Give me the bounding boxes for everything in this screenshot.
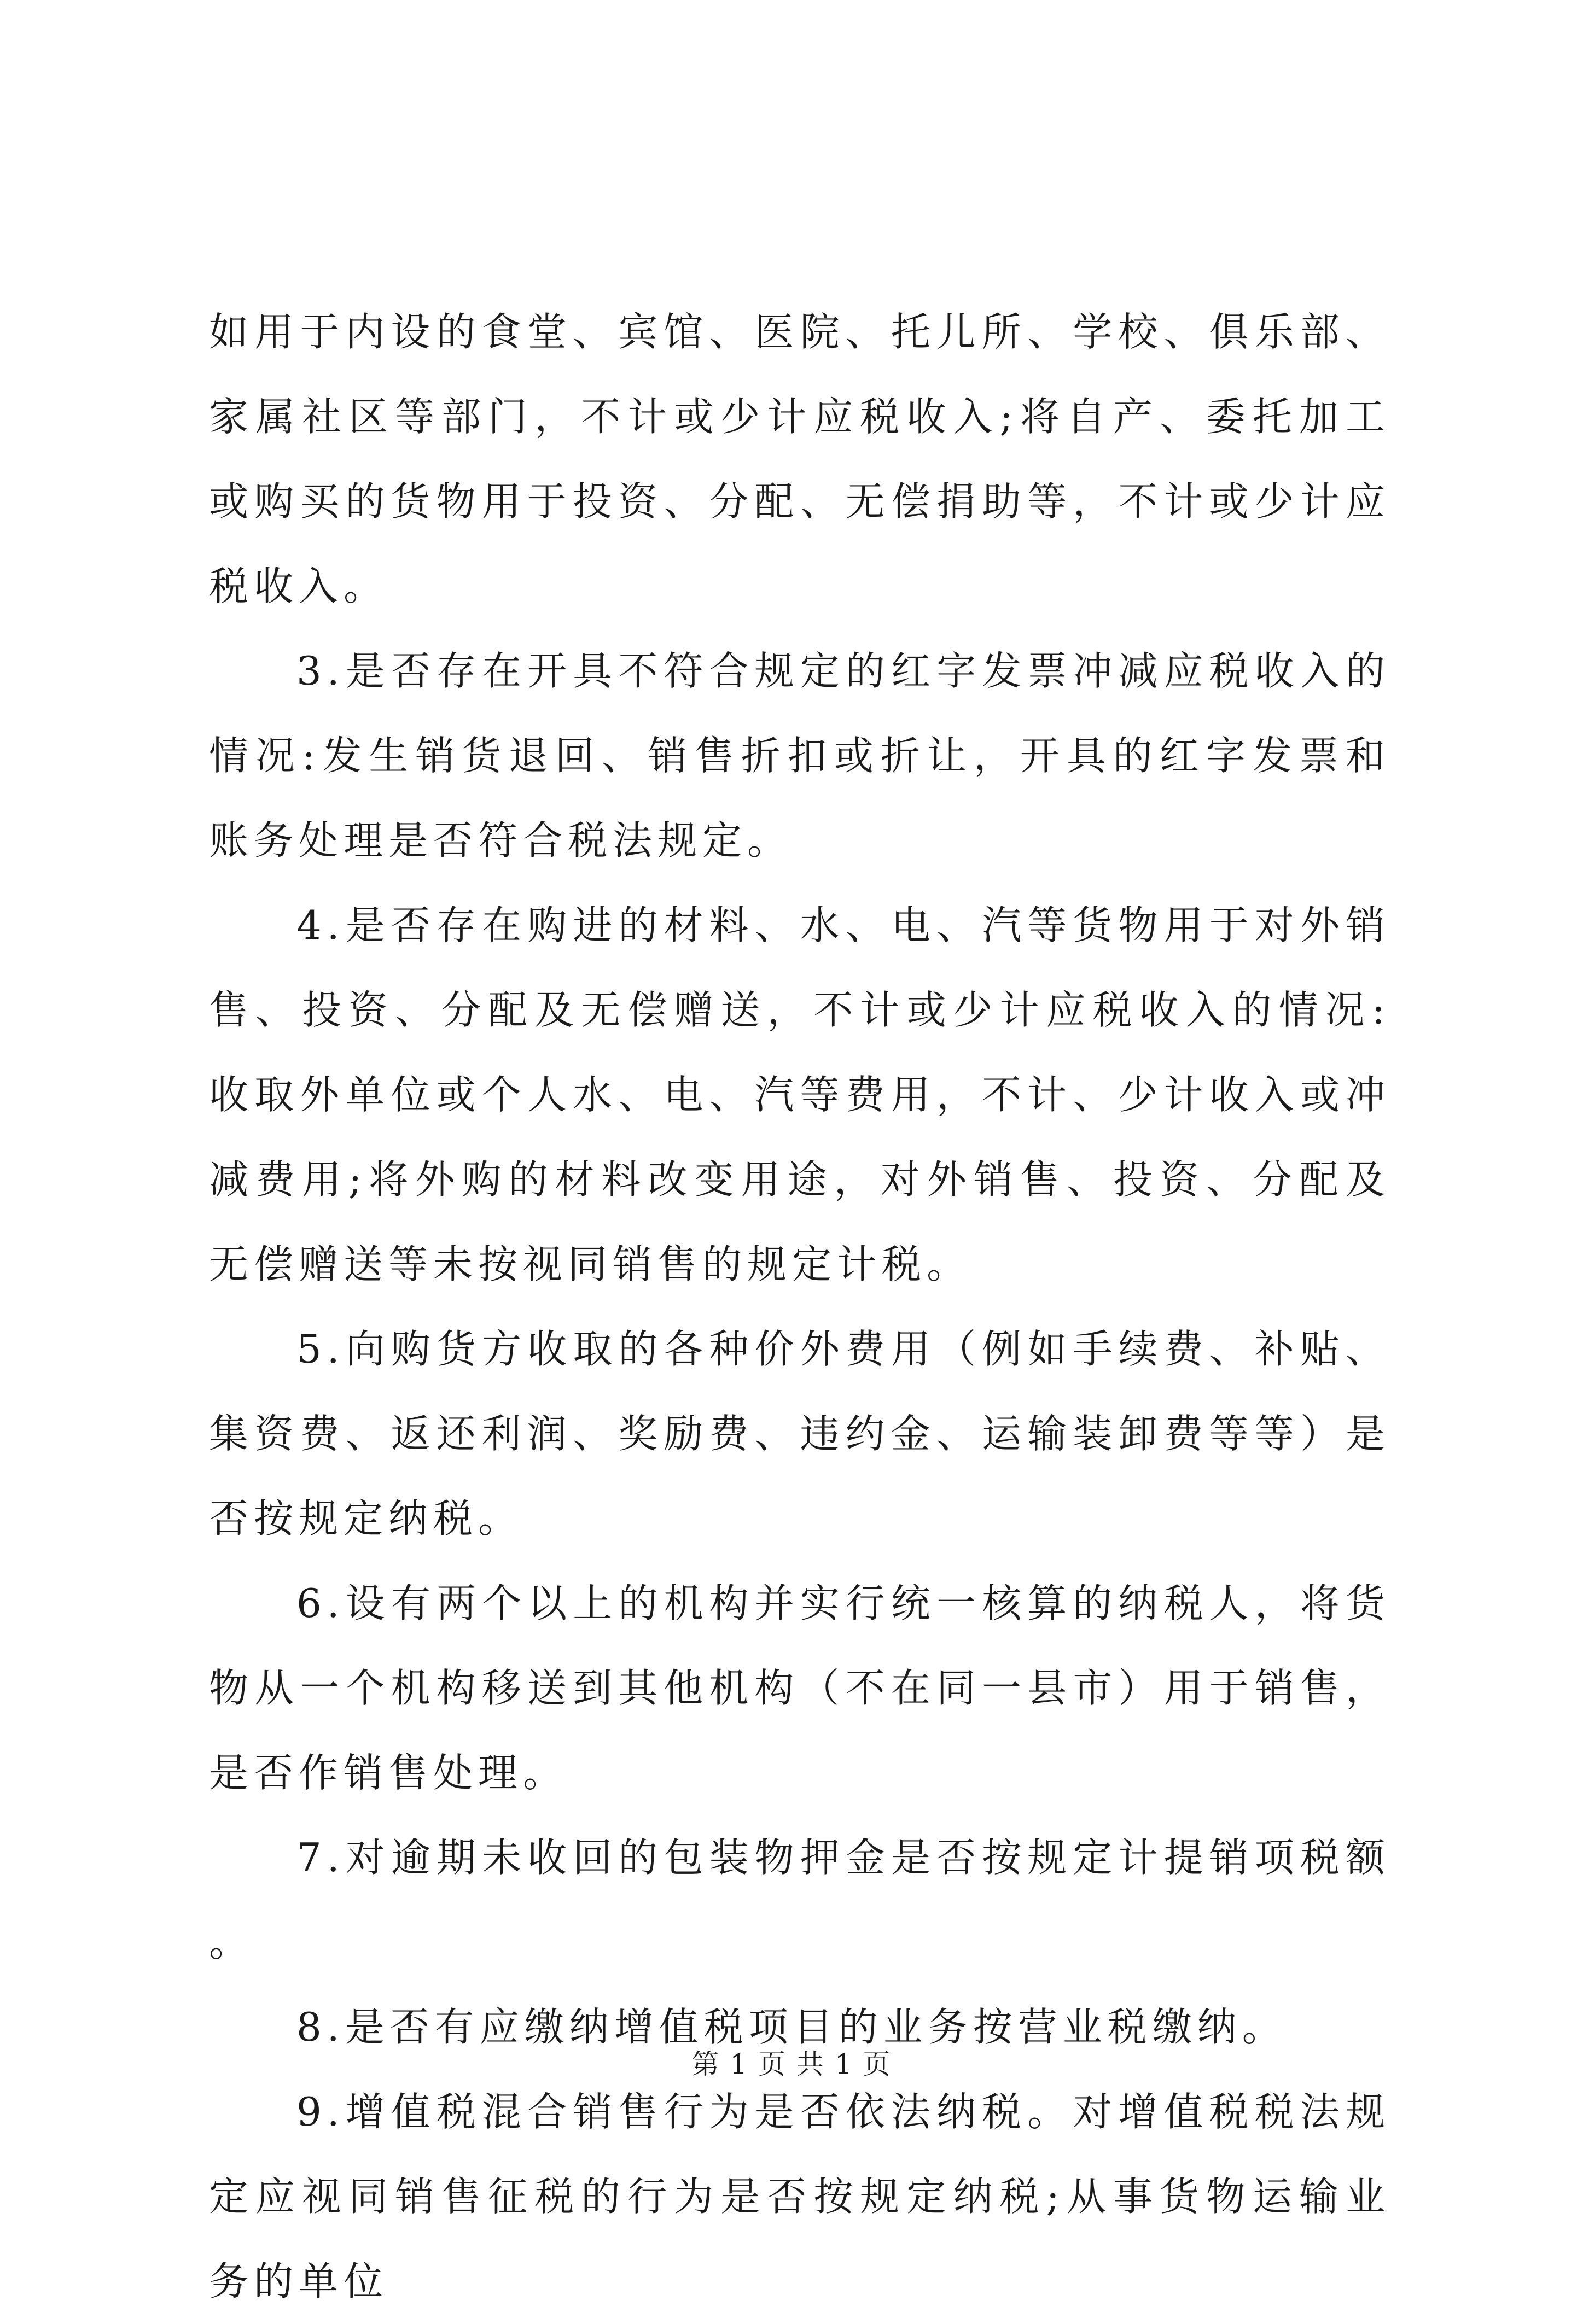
- paragraph-continuation: 如用于内设的食堂、宾馆、医院、托儿所、学校、俱乐部、家属社区等部门，不计或少计应税收入;将自产、委托加工或购买的货物用于投资、分配、无偿捐助等，不计或少计应税收入。: [209, 309, 1390, 609]
- paragraph-item-8: 8.是否有应缴纳增值税项目的业务按营业税缴纳。: [296, 2004, 1287, 2050]
- paragraph-item-3: 3.是否存在开具不符合规定的红字发票冲减应税收入的情况:发生销货退回、销售折扣或折让，开具的红字发票和账务处理是否符合税法规定。: [209, 648, 1390, 863]
- paragraph-item-7: 7.对逾期未收回的包装物押金是否按规定计提销项税额。: [209, 1835, 1390, 1965]
- page-footer: 第 1 页 共 1 页: [691, 2048, 892, 2080]
- paragraph-item-5: 5.向购货方收取的各种价外费用（例如手续费、补贴、集资费、返还利润、奖励费、违约金、运输装卸费等等）是否按规定纳税。: [209, 1326, 1390, 1541]
- document-body: [209, 290, 1390, 2324]
- paragraph-item-6: 6.设有两个以上的机构并实行统一核算的纳税人，将货物从一个机构移送到其他机构（不在同一县市）用于销售，是否作销售处理。: [209, 1580, 1390, 1796]
- paragraph-item-4: 4.是否存在购进的材料、水、电、汽等货物用于对外销售、投资、分配及无偿赠送，不计或少计应税收入的情况:收取外单位或个人水、电、汽等费用，不计、少计收入或冲减费用;将外购的材料改变用途，对外销售、投资、分配及无偿赠送等未按视同销售的规定计税。: [209, 902, 1390, 1287]
- paragraph-item-9: 9.增值税混合销售行为是否依法纳税。对增值税税法规定应视同销售征税的行为是否按规定纳税;从事货物运输业务的单位: [209, 2089, 1390, 2304]
